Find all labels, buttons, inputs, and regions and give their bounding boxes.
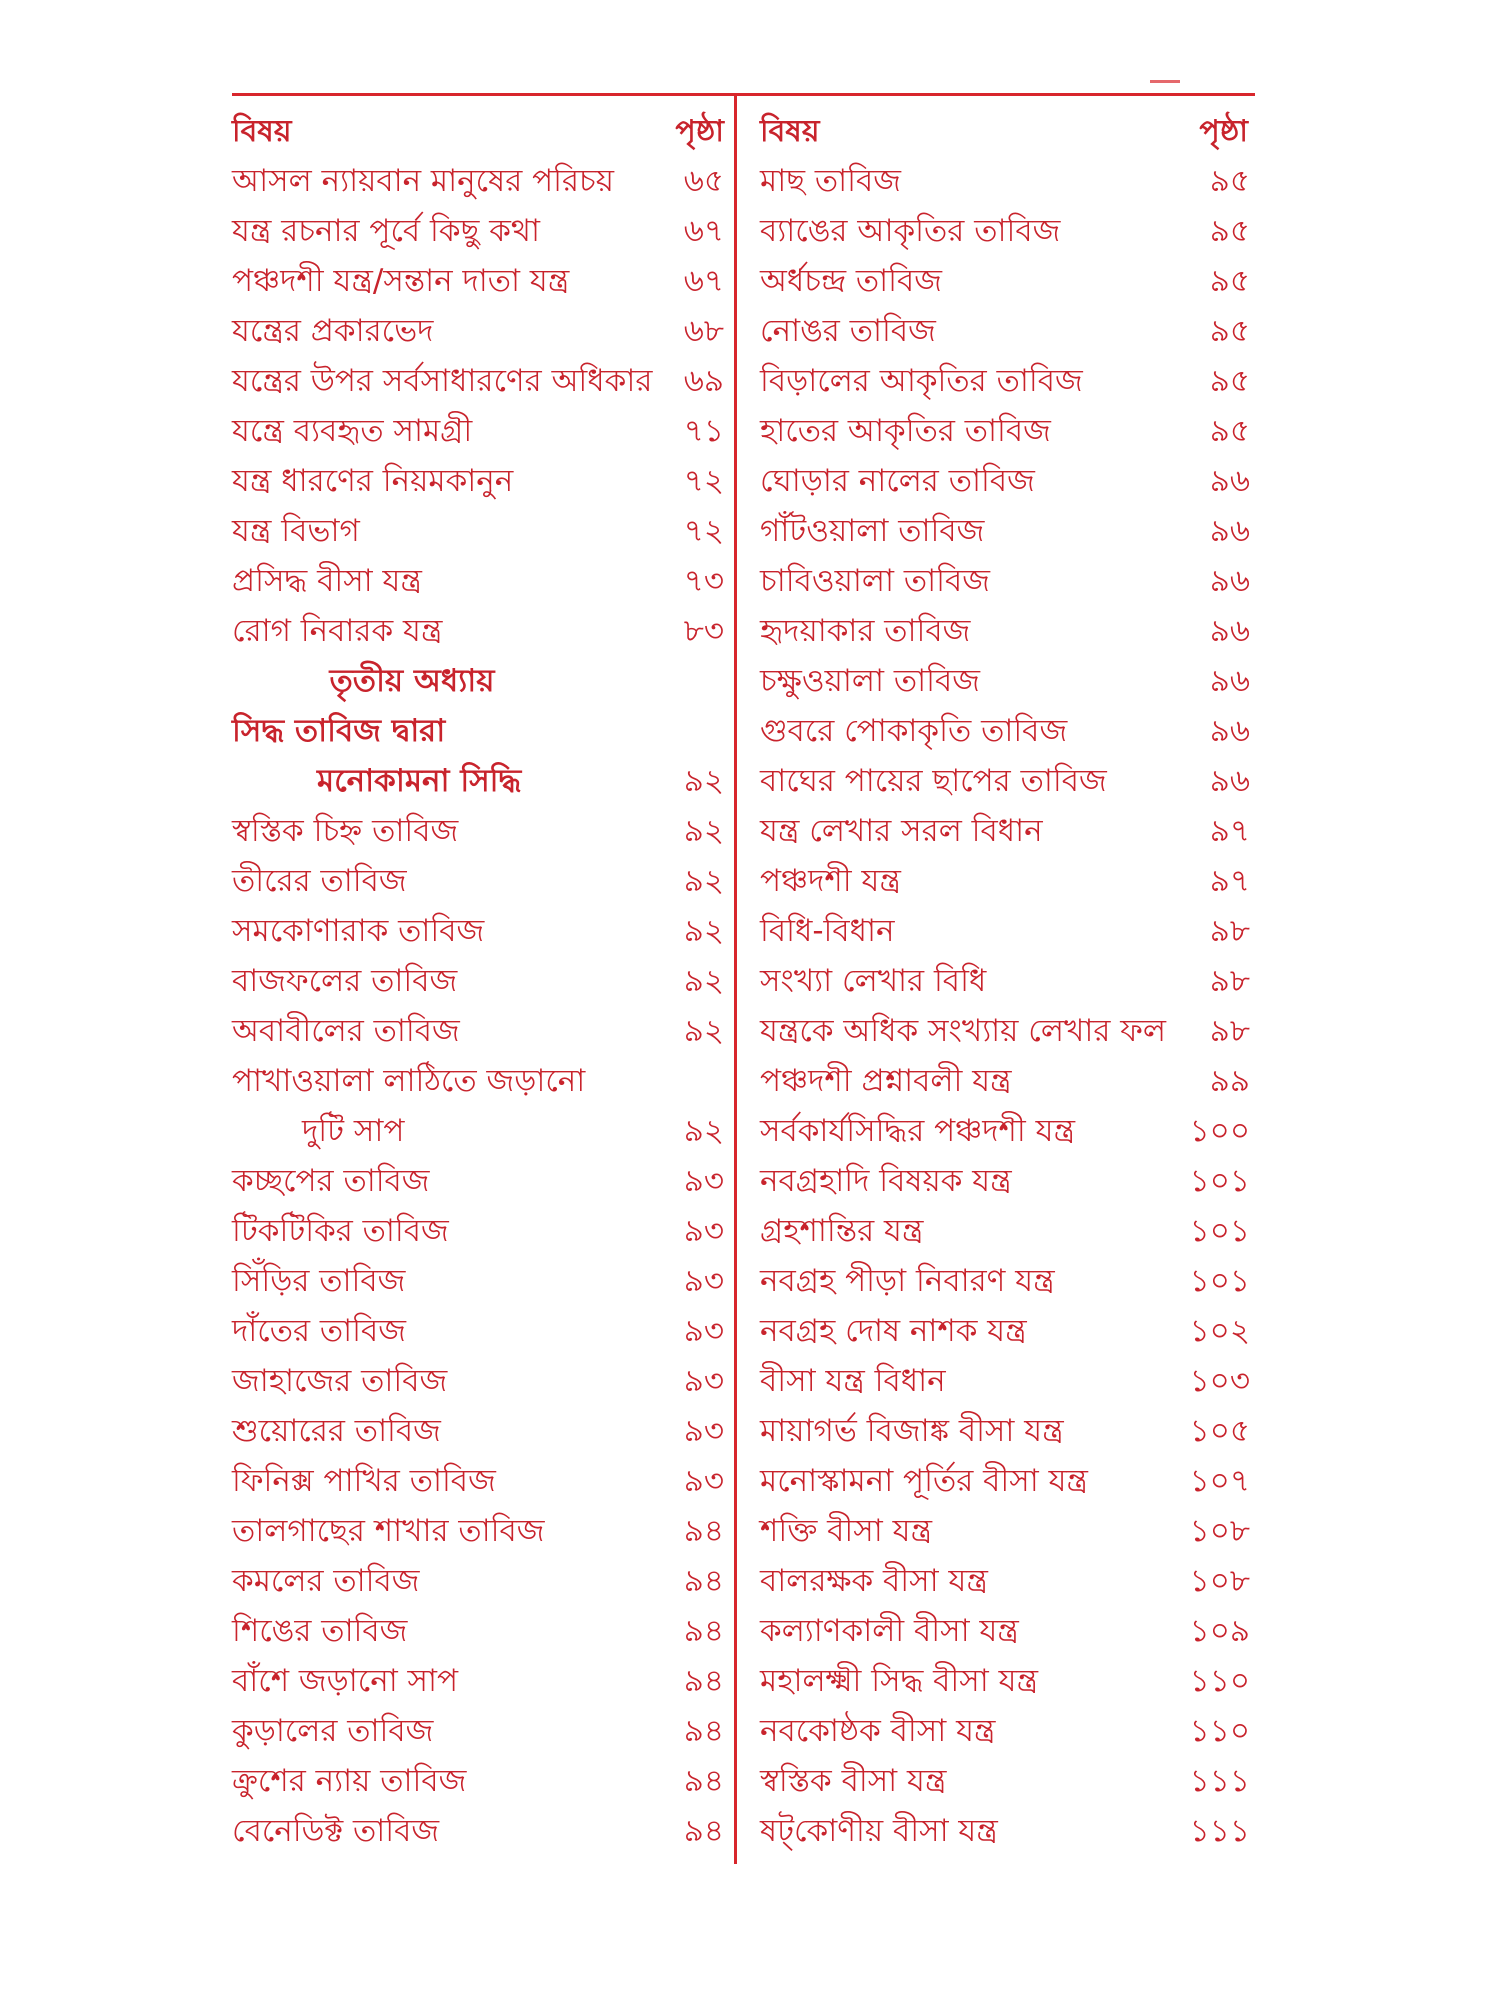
entry-title: ফিনিক্স পাখির তাবিজ — [232, 1463, 496, 1499]
toc-entry — [232, 401, 732, 451]
entry-title: পঞ্চদশী যন্ত্র — [760, 863, 901, 899]
right-column — [760, 103, 1260, 1851]
entry-title: প্রসিদ্ধ বীসা যন্ত্র — [232, 563, 422, 599]
entry-page-number: ৭২ — [683, 513, 724, 549]
entry-page-number: ৯৬ — [1209, 763, 1250, 799]
toc-entry — [760, 1551, 1260, 1601]
toc-entry — [760, 401, 1260, 451]
entry-title: সমকোণারাক তাবিজ — [232, 913, 485, 949]
entry-title: মাছ তাবিজ — [760, 163, 901, 199]
entry-page-number: ৯২ — [683, 1113, 724, 1149]
toc-entry — [760, 451, 1260, 501]
entry-page-number: ৭১ — [683, 413, 724, 449]
toc-entry — [760, 651, 1260, 701]
entry-title: তীরের তাবিজ — [232, 863, 407, 899]
entry-page-number: ৮৩ — [683, 613, 724, 649]
entry-title: রোগ নিবারক যন্ত্র — [232, 613, 443, 649]
entry-title: বাঘের পায়ের ছাপের তাবিজ — [760, 763, 1107, 799]
toc-entry — [760, 801, 1260, 851]
entry-title: অর্ধচন্দ্র তাবিজ — [760, 263, 942, 299]
entry-title: তৃতীয় অধ্যায় — [329, 663, 495, 699]
toc-entry — [232, 1001, 732, 1051]
entry-page-number: ১০০ — [1189, 1113, 1250, 1149]
entry-title: নবগ্রহ পীড়া নিবারণ যন্ত্র — [760, 1263, 1055, 1299]
entry-page-number: ৯৩ — [683, 1363, 724, 1399]
toc-entry — [232, 1601, 732, 1651]
toc-entry — [232, 951, 732, 1001]
toc-entry — [760, 701, 1260, 751]
entry-page-number: ৯৩ — [683, 1263, 724, 1299]
entry-title: সর্বকার্যসিদ্ধির পঞ্চদশী যন্ত্র — [760, 1113, 1075, 1149]
right-subject-heading: বিষয় — [760, 114, 820, 149]
right-page-heading: পৃষ্ঠা — [1199, 114, 1248, 149]
entry-title: মনোকামনা সিদ্ধি — [317, 763, 522, 799]
toc-entry — [232, 1501, 732, 1551]
entry-title: নবগ্রহ দোষ নাশক যন্ত্র — [760, 1313, 1027, 1349]
entry-title: যন্ত্রের উপর সর্বসাধারণের অধিকার — [232, 363, 653, 399]
toc-entry — [760, 1701, 1260, 1751]
entry-page-number: ৬৭ — [683, 213, 724, 249]
entry-title: শিঙের তাবিজ — [232, 1613, 408, 1649]
toc-entry — [760, 1101, 1260, 1151]
entry-title: যন্ত্রকে অধিক সংখ্যায় লেখার ফল — [760, 1013, 1166, 1049]
entry-title: যন্ত্র লেখার সরল বিধান — [760, 813, 1043, 849]
entry-title: জাহাজের তাবিজ — [232, 1363, 448, 1399]
entry-page-number: ৯৬ — [1209, 563, 1250, 599]
entry-page-number: ১০৮ — [1189, 1563, 1250, 1599]
entry-page-number: ৬৭ — [683, 263, 724, 299]
entry-page-number: ১০১ — [1189, 1263, 1250, 1299]
entry-page-number: ১১১ — [1189, 1763, 1250, 1799]
entry-page-number: ১১০ — [1189, 1663, 1250, 1699]
entry-title: দাঁতের তাবিজ — [232, 1313, 407, 1349]
entry-page-number: ১০৯ — [1189, 1613, 1250, 1649]
entry-page-number: ৯৪ — [683, 1513, 724, 1549]
entry-page-number: ১০২ — [1189, 1313, 1250, 1349]
toc-entry — [232, 901, 732, 951]
right-entry-list — [760, 151, 1260, 1851]
left-page-heading: পৃষ্ঠা — [675, 114, 724, 149]
toc-entry — [232, 451, 732, 501]
toc-entry — [232, 601, 732, 651]
entry-page-number: ৯৪ — [683, 1613, 724, 1649]
entry-title: ক্রুশের ন্যায় তাবিজ — [232, 1763, 467, 1799]
entry-title: বেনেডিক্ট তাবিজ — [232, 1813, 440, 1849]
toc-entry — [232, 1551, 732, 1601]
toc-entry — [760, 551, 1260, 601]
toc-entry — [232, 151, 732, 201]
entry-title: বীসা যন্ত্র বিধান — [760, 1363, 946, 1399]
entry-page-number: ৯৩ — [683, 1463, 724, 1499]
toc-entry — [760, 1201, 1260, 1251]
entry-page-number: ৯৪ — [683, 1663, 724, 1699]
toc-entry — [760, 201, 1260, 251]
entry-page-number: ১০৮ — [1189, 1513, 1250, 1549]
entry-title: মনোস্কামনা পূর্তির বীসা যন্ত্র — [760, 1463, 1088, 1499]
entry-page-number: ৬৫ — [683, 163, 724, 199]
toc-entry — [232, 251, 732, 301]
entry-page-number: ৯২ — [683, 813, 724, 849]
toc-entry — [760, 1151, 1260, 1201]
entry-page-number: ৯৬ — [1209, 513, 1250, 549]
entry-page-number: ৯২ — [683, 913, 724, 949]
entry-title: স্বস্তিক চিহ্ন তাবিজ — [232, 813, 459, 849]
entry-page-number: ৯২ — [683, 963, 724, 999]
entry-page-number: ৯৬ — [1209, 463, 1250, 499]
top-mark — [1150, 80, 1180, 83]
toc-entry — [232, 1101, 732, 1151]
toc-entry — [760, 751, 1260, 801]
entry-title: দুটি সাপ — [302, 1113, 405, 1149]
entry-page-number: ৯৬ — [1209, 713, 1250, 749]
toc-entry — [232, 1651, 732, 1701]
entry-page-number: ৯৮ — [1209, 1013, 1250, 1049]
toc-entry — [232, 1401, 732, 1451]
entry-title: পঞ্চদশী যন্ত্র/সন্তান দাতা যন্ত্র — [232, 263, 570, 299]
entry-title: গাঁটওয়ালা তাবিজ — [760, 513, 985, 549]
entry-title: পঞ্চদশী প্রশ্নাবলী যন্ত্র — [760, 1063, 1012, 1099]
toc-entry — [760, 1001, 1260, 1051]
entry-page-number: ৯৫ — [1209, 413, 1250, 449]
toc-entry — [760, 1451, 1260, 1501]
entry-title: বিধি-বিধান — [760, 913, 895, 949]
toc-entry — [232, 751, 732, 801]
toc-entry — [232, 1451, 732, 1501]
toc-entry — [760, 1351, 1260, 1401]
entry-page-number: ১০৩ — [1189, 1363, 1250, 1399]
toc-entry — [232, 1201, 732, 1251]
toc-entry — [232, 701, 732, 751]
entry-title: শুয়োরের তাবিজ — [232, 1413, 441, 1449]
entry-title: যন্ত্রের প্রকারভেদ — [232, 313, 434, 349]
toc-entry — [760, 1601, 1260, 1651]
entry-title: বাজফলের তাবিজ — [232, 963, 458, 999]
column-divider — [734, 96, 737, 1864]
toc-entry — [232, 501, 732, 551]
entry-title: ষট্‌কোণীয় বীসা যন্ত্র — [760, 1813, 998, 1849]
toc-entry — [232, 1251, 732, 1301]
entry-page-number: ৯৬ — [1209, 663, 1250, 699]
toc-entry — [232, 301, 732, 351]
entry-page-number: ৯৪ — [683, 1713, 724, 1749]
toc-entry — [760, 1401, 1260, 1451]
entry-page-number: ৯২ — [683, 763, 724, 799]
toc-entry — [760, 501, 1260, 551]
entry-page-number: ৯৮ — [1209, 913, 1250, 949]
entry-page-number: ৯৫ — [1209, 213, 1250, 249]
entry-page-number: ৯৫ — [1209, 263, 1250, 299]
entry-page-number: ৯৩ — [683, 1213, 724, 1249]
entry-title: যন্ত্র রচনার পূর্বে কিছু কথা — [232, 213, 540, 249]
entry-title: সংখ্যা লেখার বিধি — [760, 963, 987, 999]
toc-entry — [760, 1301, 1260, 1351]
entry-page-number: ১০৭ — [1189, 1463, 1250, 1499]
entry-title: নবগ্রহাদি বিষয়ক যন্ত্র — [760, 1163, 1012, 1199]
left-subject-heading: বিষয় — [232, 114, 292, 149]
entry-title: বিড়ালের আকৃতির তাবিজ — [760, 363, 1083, 399]
entry-page-number: ৬৯ — [683, 363, 724, 399]
entry-title: গুবরে পোকাকৃতি তাবিজ — [760, 713, 1068, 749]
entry-page-number: ৯৯ — [1209, 1063, 1250, 1099]
toc-entry — [232, 551, 732, 601]
entry-title: নোঙর তাবিজ — [760, 313, 936, 349]
toc-entry — [760, 601, 1260, 651]
entry-title: যন্ত্র ধারণের নিয়মকানুন — [232, 463, 514, 499]
entry-page-number: ৯৩ — [683, 1163, 724, 1199]
entry-page-number: ১০৫ — [1189, 1413, 1250, 1449]
entry-title: মহালক্ষ্মী সিদ্ধ বীসা যন্ত্র — [760, 1663, 1039, 1699]
entry-title: গ্রহশান্তির যন্ত্র — [760, 1213, 924, 1249]
entry-page-number: ১০১ — [1189, 1163, 1250, 1199]
entry-page-number: ৯৩ — [683, 1313, 724, 1349]
entry-title: চক্ষুওয়ালা তাবিজ — [760, 663, 980, 699]
entry-page-number: ৯৭ — [1209, 863, 1250, 899]
entry-page-number: ৬৮ — [683, 313, 724, 349]
entry-title: শক্তি বীসা যন্ত্র — [760, 1513, 933, 1549]
toc-entry — [232, 201, 732, 251]
entry-page-number: ৯৫ — [1209, 163, 1250, 199]
entry-page-number: ৯৫ — [1209, 363, 1250, 399]
entry-title: স্বস্তিক বীসা যন্ত্র — [760, 1763, 947, 1799]
toc-entry — [760, 1651, 1260, 1701]
toc-entry — [232, 1801, 732, 1851]
entry-title: তালগাছের শাখার তাবিজ — [232, 1513, 545, 1549]
toc-entry — [760, 1801, 1260, 1851]
entry-title: কচ্ছপের তাবিজ — [232, 1163, 430, 1199]
toc-entry — [760, 1051, 1260, 1101]
entry-page-number: ৯২ — [683, 1013, 724, 1049]
toc-entry — [760, 951, 1260, 1001]
toc-entry — [760, 151, 1260, 201]
entry-page-number: ৯৩ — [683, 1413, 724, 1449]
entry-page-number: ৯৭ — [1209, 813, 1250, 849]
toc-entry — [760, 301, 1260, 351]
toc-entry — [232, 1751, 732, 1801]
entry-title: মায়াগর্ভ বিজাঙ্ক বীসা যন্ত্র — [760, 1413, 1064, 1449]
entry-title: সিদ্ধ তাবিজ দ্বারা — [232, 713, 446, 749]
entry-page-number: ১১০ — [1189, 1713, 1250, 1749]
entry-title: কমলের তাবিজ — [232, 1563, 420, 1599]
entry-title: যন্ত্রে ব্যবহৃত সামগ্রী — [232, 413, 473, 449]
entry-title: চাবিওয়ালা তাবিজ — [760, 563, 990, 599]
entry-title: কুড়ালের তাবিজ — [232, 1713, 434, 1749]
toc-entry — [232, 651, 732, 701]
toc-entry — [760, 1251, 1260, 1301]
entry-page-number: ৭২ — [683, 463, 724, 499]
left-column-header — [232, 103, 732, 151]
entry-page-number: ৯৪ — [683, 1763, 724, 1799]
toc-entry — [232, 1301, 732, 1351]
entry-title: অবাবীলের তাবিজ — [232, 1013, 460, 1049]
entry-title: আসল ন্যায়বান মানুষের পরিচয় — [232, 163, 615, 199]
entry-page-number: ৯২ — [683, 863, 724, 899]
toc-entry — [760, 901, 1260, 951]
toc-entry — [760, 351, 1260, 401]
entry-title: সিঁড়ির তাবিজ — [232, 1263, 406, 1299]
toc-entry — [760, 1751, 1260, 1801]
left-column — [232, 103, 732, 1851]
left-entry-list — [232, 151, 732, 1851]
toc-entry — [232, 851, 732, 901]
entry-page-number: ৯৫ — [1209, 313, 1250, 349]
entry-page-number: ৯৪ — [683, 1563, 724, 1599]
toc-entry — [232, 1151, 732, 1201]
entry-title: ব্যাঙের আকৃতির তাবিজ — [760, 213, 1061, 249]
entry-title: পাখাওয়ালা লাঠিতে জড়ানো — [232, 1063, 586, 1099]
entry-title: হৃদয়াকার তাবিজ — [760, 613, 971, 649]
entry-page-number: ৯৪ — [683, 1813, 724, 1849]
toc-entry — [232, 351, 732, 401]
entry-title: কল্যাণকালী বীসা যন্ত্র — [760, 1613, 1019, 1649]
entry-title: যন্ত্র বিভাগ — [232, 513, 360, 549]
toc-entry — [760, 1501, 1260, 1551]
toc-entry — [760, 851, 1260, 901]
entry-title: টিকটিকির তাবিজ — [232, 1213, 449, 1249]
entry-page-number: ৭৩ — [683, 563, 724, 599]
entry-title: বালরক্ষক বীসা যন্ত্র — [760, 1563, 988, 1599]
toc-entry — [232, 1701, 732, 1751]
entry-title: বাঁশে জড়ানো সাপ — [232, 1663, 459, 1699]
entry-title: নবকোষ্ঠক বীসা যন্ত্র — [760, 1713, 996, 1749]
entry-page-number: ১১১ — [1189, 1813, 1250, 1849]
toc-entry — [232, 1351, 732, 1401]
entry-title: হাতের আকৃতির তাবিজ — [760, 413, 1051, 449]
right-column-header — [760, 103, 1260, 151]
entry-title: ঘোড়ার নালের তাবিজ — [760, 463, 1035, 499]
toc-entry — [760, 251, 1260, 301]
entry-page-number: ৯৬ — [1209, 613, 1250, 649]
entry-page-number: ৯৮ — [1209, 963, 1250, 999]
entry-page-number: ১০১ — [1189, 1213, 1250, 1249]
toc-entry — [232, 1051, 732, 1101]
top-rule — [232, 93, 1255, 96]
toc-entry — [232, 801, 732, 851]
